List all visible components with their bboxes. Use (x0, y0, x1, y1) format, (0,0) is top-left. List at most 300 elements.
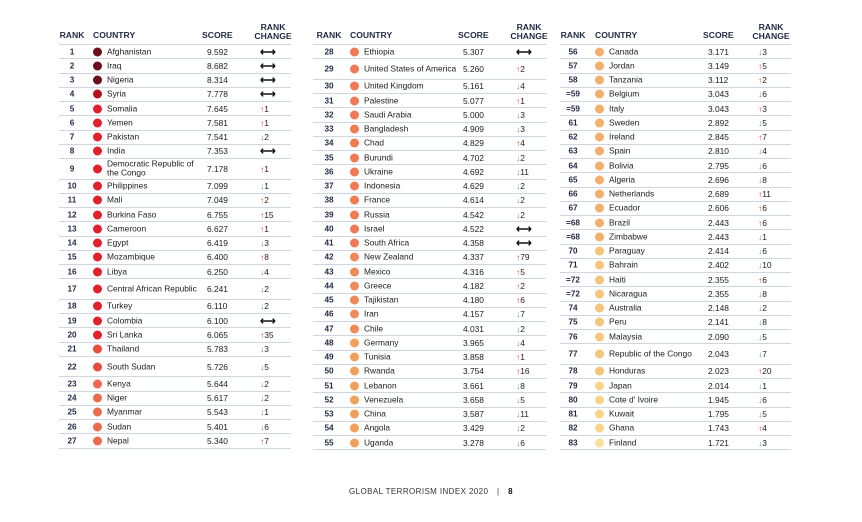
rank-change-value: 2 (520, 323, 525, 334)
table-row (59, 279, 291, 300)
table-row (313, 393, 546, 407)
rank-change-value: 2 (264, 393, 269, 404)
score-color-dot (350, 96, 359, 105)
arrow-up-icon: ↑ (260, 209, 265, 220)
rank-cell: 67 (568, 203, 578, 213)
score-color-dot (350, 381, 359, 390)
rank-cell: 70 (568, 246, 578, 256)
score-cell: 5.077 (463, 95, 484, 106)
arrow-up-icon: ↑ (516, 138, 521, 149)
header-change-line1: RANK (758, 22, 784, 32)
score-cell: 6.110 (207, 301, 228, 312)
rank-change-cell (260, 362, 269, 372)
table-header (313, 14, 546, 44)
rank-change-cell (260, 74, 276, 87)
country-name: Brazil (609, 216, 630, 227)
rank-cell: 56 (568, 47, 578, 57)
country-name: Libya (107, 265, 128, 276)
score-color-dot (93, 422, 102, 431)
rank-cell: 24 (67, 393, 77, 403)
rank-change-value: 1 (264, 163, 269, 174)
rank-cell: 64 (568, 161, 578, 171)
score-color-dot (350, 281, 359, 290)
score-cell: 4.337 (463, 252, 484, 263)
score-color-dot (93, 436, 102, 445)
table-row (560, 188, 791, 202)
score-cell: 1.945 (708, 394, 729, 405)
score-cell: 1.721 (708, 437, 729, 448)
score-cell: 2.402 (708, 260, 729, 271)
table-row (560, 131, 791, 145)
score-cell: 4.031 (463, 323, 484, 334)
no-change-arrow-icon: ⟷ (260, 145, 276, 158)
table-row (313, 351, 546, 365)
rank-change-cell (260, 330, 274, 340)
country-name: Zimbabwe (609, 231, 648, 242)
score-color-dot (93, 267, 102, 276)
arrow-down-icon: ↓ (516, 423, 521, 434)
country-name: Australia (609, 302, 642, 313)
arrow-up-icon: ↑ (516, 280, 521, 291)
header-change-line2: CHANGE (752, 30, 790, 41)
rank-change-value: 1 (520, 352, 525, 363)
score-cell: 6.627 (207, 223, 228, 234)
rank-change-cell (516, 281, 525, 291)
rank-change-cell (758, 104, 767, 114)
country-name: Italy (609, 102, 625, 113)
rank-change-cell (260, 45, 276, 58)
rank-cell: 18 (67, 301, 77, 311)
country-name: Israel (364, 223, 385, 234)
score-color-dot (595, 190, 604, 199)
rank-change-cell (516, 167, 529, 177)
score-color-dot (595, 367, 604, 376)
table-row (313, 59, 546, 80)
rank-cell: 8 (69, 146, 75, 156)
rank-cell: 3 (69, 75, 75, 85)
header-country: COUNTRY (350, 30, 393, 40)
arrow-down-icon: ↓ (260, 266, 265, 277)
rank-change-cell (516, 222, 532, 235)
table-row (59, 222, 291, 236)
table-row (59, 420, 291, 434)
rank-cell: =72 (566, 289, 580, 299)
score-cell: 3.171 (708, 46, 729, 57)
arrow-down-icon: ↓ (758, 331, 763, 342)
table-row (313, 222, 546, 236)
score-cell: 5.401 (207, 421, 228, 432)
arrow-up-icon: ↑ (260, 103, 265, 114)
rank-change-cell (758, 275, 767, 285)
arrow-down-icon: ↓ (758, 231, 763, 242)
rank-change-cell (516, 423, 525, 433)
rank-change-cell (758, 175, 767, 185)
score-color-dot (350, 82, 359, 91)
table-row (560, 202, 791, 216)
table-row (313, 151, 546, 165)
arrow-down-icon: ↓ (516, 380, 521, 391)
table-row (560, 216, 791, 230)
rank-change-cell (260, 422, 269, 432)
score-cell: 6.100 (207, 315, 228, 326)
rank-change-cell (758, 146, 767, 156)
arrow-down-icon: ↓ (758, 46, 763, 57)
country-name: Chile (364, 322, 384, 333)
arrow-down-icon: ↓ (516, 181, 521, 192)
rank-cell: 57 (568, 61, 578, 71)
table-row (560, 330, 791, 344)
country-name: Jordan (609, 60, 635, 71)
table-row (59, 328, 291, 342)
rank-change-value: 20 (762, 366, 772, 377)
rank-change-value: 5 (520, 394, 525, 405)
rank-change-cell (758, 218, 767, 228)
score-color-dot (595, 90, 604, 99)
score-cell: 5.260 (463, 64, 484, 74)
score-cell: 4.157 (463, 309, 484, 320)
rank-change-cell (260, 379, 269, 389)
table-row (313, 294, 546, 308)
rank-change-value: 3 (762, 437, 767, 448)
arrow-down-icon: ↓ (260, 361, 265, 372)
table-row (560, 88, 791, 102)
rank-change-cell (516, 267, 525, 277)
table-row (59, 45, 291, 59)
rank-change-cell (758, 47, 767, 57)
table-row (313, 379, 546, 393)
rank-change-value: 5 (762, 331, 767, 342)
arrow-down-icon: ↓ (516, 394, 521, 405)
rank-change-value: 8 (762, 174, 767, 185)
rank-change-cell (260, 164, 269, 174)
score-cell: 4.692 (463, 166, 484, 177)
header-score: SCORE (202, 30, 233, 40)
rank-cell: 65 (568, 175, 578, 185)
score-color-dot (350, 296, 359, 305)
rank-cell: 4 (69, 89, 75, 99)
rank-change-cell (260, 344, 269, 354)
no-change-arrow-icon: ⟷ (516, 46, 532, 59)
arrow-down-icon: ↓ (758, 349, 763, 359)
score-cell: 8.682 (207, 60, 228, 71)
score-cell: 2.443 (708, 231, 729, 242)
no-change-arrow-icon: ⟷ (260, 74, 276, 87)
rank-change-value: 2 (264, 195, 269, 206)
rank-change-value: 8 (520, 380, 525, 391)
country-name: Sri Lanka (107, 329, 143, 340)
score-cell: 9.592 (207, 46, 228, 57)
no-change-arrow-icon: ⟷ (516, 223, 532, 236)
rank-change-cell (758, 61, 767, 71)
rank-cell: 39 (324, 210, 334, 220)
rank-change-cell (516, 295, 525, 305)
rank-cell: 63 (568, 146, 578, 156)
table-row (313, 165, 546, 179)
country-name: Greece (364, 280, 392, 291)
rank-change-cell (260, 301, 269, 311)
rank-change-cell (516, 395, 525, 405)
country-name: South Sudan (107, 360, 156, 371)
rank-change-cell (758, 349, 767, 359)
arrow-down-icon: ↓ (758, 146, 763, 157)
score-cell: 5.000 (463, 109, 484, 120)
score-color-dot (595, 332, 604, 341)
rank-change-value: 2 (264, 284, 269, 294)
score-cell: 3.429 (463, 423, 484, 434)
country-name: Burundi (364, 151, 393, 162)
country-name: Pakistan (107, 131, 140, 142)
rank-change-cell (516, 96, 525, 106)
score-cell: 1.743 (708, 423, 729, 434)
page-number: 8 (508, 487, 513, 496)
arrow-down-icon: ↓ (516, 166, 521, 177)
score-cell: 4.180 (463, 295, 484, 306)
arrow-up-icon: ↑ (260, 117, 265, 128)
rank-change-value: 7 (762, 132, 767, 143)
rank-change-cell (758, 289, 767, 299)
country-name: Peru (609, 316, 627, 327)
country-name: Afghanistan (107, 45, 152, 56)
score-cell: 2.606 (708, 203, 729, 214)
rank-cell: =68 (566, 218, 580, 228)
rank-change-value: 7 (520, 309, 525, 320)
score-color-dot (350, 424, 359, 433)
score-color-dot (93, 239, 102, 248)
score-cell: 6.250 (207, 266, 228, 277)
header-rank-change (506, 23, 552, 40)
rank-change-value: 5 (520, 266, 525, 277)
score-cell: 4.702 (463, 152, 484, 163)
arrow-up-icon: ↑ (260, 252, 265, 263)
rank-cell: 38 (324, 195, 334, 205)
arrow-up-icon: ↑ (758, 217, 763, 228)
score-color-dot (595, 247, 604, 256)
rank-change-cell (260, 284, 269, 294)
arrow-down-icon: ↓ (516, 209, 521, 220)
rank-change-value: 8 (264, 252, 269, 263)
country-name: Tunisia (364, 351, 391, 362)
score-cell: 3.149 (708, 60, 729, 71)
table-row (313, 279, 546, 293)
country-name: Sweden (609, 117, 640, 128)
rank-change-cell (758, 332, 767, 342)
country-name: United Kingdom (364, 80, 424, 91)
table-row (313, 94, 546, 108)
country-name: Honduras (609, 365, 646, 376)
arrow-down-icon: ↓ (516, 337, 521, 348)
rank-change-cell (260, 132, 269, 142)
table-row (59, 159, 291, 180)
rank-change-cell (260, 393, 269, 403)
score-color-dot (93, 90, 102, 99)
rank-change-cell (758, 118, 767, 128)
arrow-up-icon: ↑ (516, 295, 521, 306)
rank-change-cell (260, 88, 276, 101)
arrow-down-icon: ↓ (758, 246, 763, 257)
rank-change-value: 7 (762, 349, 767, 359)
country-name: Burkina Faso (107, 208, 157, 219)
country-name: Myanmar (107, 406, 142, 417)
rank-change-value: 3 (264, 238, 269, 249)
arrow-down-icon: ↓ (260, 421, 265, 432)
arrow-down-icon: ↓ (516, 195, 521, 206)
score-color-dot (595, 133, 604, 142)
country-name: Ethiopia (364, 45, 395, 56)
table-header (59, 14, 291, 44)
score-color-dot (595, 318, 604, 327)
rank-cell: =59 (566, 104, 580, 114)
country-name: Belgium (609, 88, 640, 99)
arrow-down-icon: ↓ (516, 409, 521, 420)
arrow-down-icon: ↓ (758, 437, 763, 448)
table-row (59, 102, 291, 116)
score-color-dot (350, 182, 359, 191)
rank-change-cell (260, 407, 269, 417)
rank-cell: 53 (324, 409, 334, 419)
rank-cell: 7 (69, 132, 75, 142)
score-color-dot (595, 61, 604, 70)
rank-cell: 77 (568, 349, 578, 359)
country-name: Tanzania (609, 74, 643, 85)
rank-change-value: 11 (520, 166, 529, 177)
table-row (560, 59, 791, 73)
table-row (560, 245, 791, 259)
score-cell: 5.726 (207, 361, 228, 372)
country-name: India (107, 145, 126, 156)
header-rank: RANK (560, 30, 586, 40)
table-row (59, 237, 291, 251)
rank-change-cell (516, 409, 529, 419)
table-row (313, 180, 546, 194)
rank-change-value: 6 (762, 203, 767, 214)
score-cell: 5.644 (207, 378, 228, 389)
arrow-down-icon: ↓ (260, 407, 265, 418)
rank-change-value: 1 (762, 380, 767, 391)
rank-change-cell (516, 381, 525, 391)
rank-change-cell (516, 309, 525, 319)
score-cell: 1.795 (708, 409, 729, 420)
table-row (313, 208, 546, 222)
rank-change-cell (516, 252, 530, 262)
rank-change-value: 2 (520, 209, 525, 220)
country-name: United States of America (364, 63, 457, 74)
score-color-dot (350, 139, 359, 148)
rank-cell: 43 (324, 267, 334, 277)
country-name: Bangladesh (364, 123, 409, 134)
score-cell: 2.043 (708, 349, 729, 359)
score-cell: 5.543 (207, 407, 228, 418)
rank-cell: 49 (324, 352, 334, 362)
rank-cell: 74 (568, 303, 578, 313)
country-name: Ecuador (609, 202, 641, 213)
rank-cell: 44 (324, 281, 334, 291)
score-color-dot (595, 161, 604, 170)
rank-change-value: 1 (264, 103, 269, 114)
rank-cell: 45 (324, 295, 334, 305)
rank-cell: 27 (67, 436, 77, 446)
score-color-dot (595, 104, 604, 113)
table-row (313, 336, 546, 350)
table-row (313, 45, 546, 59)
rank-cell: 42 (324, 252, 334, 262)
no-change-arrow-icon: ⟷ (260, 88, 276, 101)
country-name: Japan (609, 379, 632, 390)
score-cell: 4.542 (463, 209, 484, 220)
country-name: Venezuela (364, 394, 404, 405)
table-header (560, 14, 791, 44)
rank-cell: 61 (568, 118, 578, 128)
rank-change-cell (516, 366, 530, 376)
arrow-down-icon: ↓ (260, 393, 265, 404)
score-cell: 3.965 (463, 337, 484, 348)
rank-change-cell (260, 252, 269, 262)
rank-change-cell (516, 153, 525, 163)
country-name: Democratic Republic of the Congo (107, 158, 194, 178)
rank-change-cell (260, 59, 276, 72)
rank-cell: 66 (568, 189, 578, 199)
arrow-down-icon: ↓ (758, 260, 763, 271)
rank-change-cell (758, 260, 772, 270)
score-cell: 6.400 (207, 252, 228, 263)
rank-change-cell (758, 132, 767, 142)
score-color-dot (93, 61, 102, 70)
rank-change-value: 1 (264, 407, 269, 418)
table-row (313, 251, 546, 265)
rank-cell: 21 (67, 344, 77, 354)
rank-change-value: 5 (264, 361, 269, 372)
rank-cell: 75 (568, 317, 578, 327)
rank-change-value: 2 (520, 423, 525, 434)
country-name: Cote d' Ivoire (609, 394, 659, 405)
country-name: Central African Republic (107, 283, 197, 294)
rank-change-value: 1 (520, 95, 525, 106)
score-color-dot (93, 196, 102, 205)
rank-change-cell (758, 232, 767, 242)
rank-cell: 47 (324, 324, 334, 334)
score-color-dot (350, 196, 359, 205)
rank-change-cell (758, 89, 767, 99)
table-row (313, 365, 546, 379)
country-name: Angola (364, 422, 391, 433)
score-cell: 8.314 (207, 75, 228, 86)
arrow-up-icon: ↑ (260, 435, 265, 446)
rank-change-cell (516, 138, 525, 148)
country-name: Kenya (107, 378, 131, 389)
rank-cell: 82 (568, 423, 578, 433)
rank-change-value: 16 (520, 366, 530, 377)
rank-cell: 41 (324, 238, 334, 248)
arrow-up-icon: ↑ (758, 75, 763, 86)
table-row (59, 208, 291, 222)
rank-cell: 28 (324, 47, 334, 57)
rank-change-cell (758, 161, 767, 171)
rank-cell: 79 (568, 381, 578, 391)
score-cell: 4.316 (463, 266, 484, 277)
rank-cell: 83 (568, 438, 578, 448)
score-color-dot (595, 232, 604, 241)
score-color-dot (93, 316, 102, 325)
country-name: Chad (364, 137, 385, 148)
table-row (560, 145, 791, 159)
country-name: Philippines (107, 180, 148, 191)
table-row (313, 422, 546, 436)
header-change-line1: RANK (516, 22, 542, 32)
rank-cell: 46 (324, 309, 334, 319)
score-cell: 6.419 (207, 238, 228, 249)
table-row (560, 287, 791, 301)
arrow-down-icon: ↓ (260, 344, 265, 355)
rank-cell: =72 (566, 275, 580, 285)
